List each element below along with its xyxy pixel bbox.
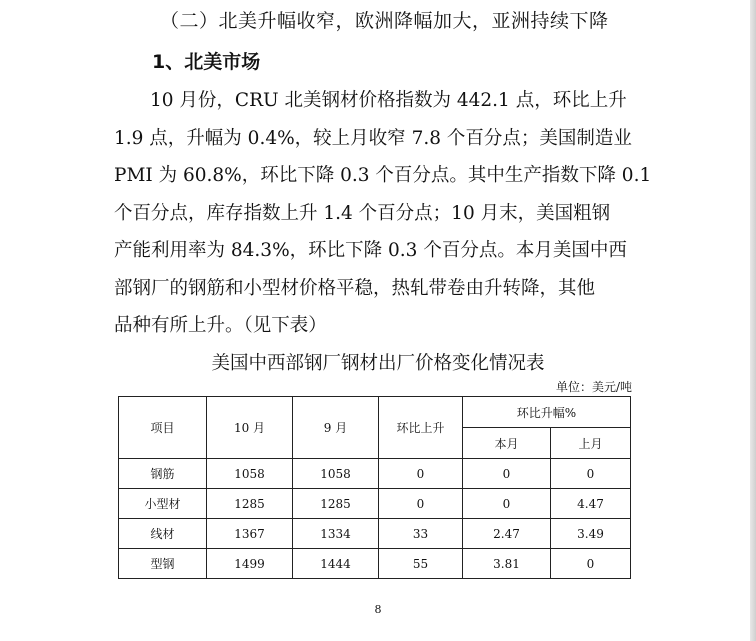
- header-last-month: 上月: [551, 428, 631, 459]
- cell-oct: 1367: [207, 519, 293, 549]
- cell-change: 0: [379, 489, 463, 519]
- cell-change: 55: [379, 549, 463, 579]
- cell-this-month: 2.47: [463, 519, 551, 549]
- cell-item: 线材: [119, 519, 207, 549]
- cell-oct: 1499: [207, 549, 293, 579]
- cell-oct: 1058: [207, 459, 293, 489]
- cell-item: 型钢: [119, 549, 207, 579]
- page-edge-shadow: [750, 0, 756, 641]
- paragraph-line: 10 月份，CRU 北美钢材价格指数为 442.1 点，环比上升: [150, 90, 627, 111]
- table-unit: 单位：美元/吨: [555, 380, 632, 394]
- subsection-heading: 1、北美市场: [152, 51, 261, 73]
- cell-item: 钢筋: [119, 459, 207, 489]
- cell-this-month: 0: [463, 459, 551, 489]
- cell-oct: 1285: [207, 489, 293, 519]
- cell-last-month: 0: [551, 459, 631, 489]
- cell-last-month: 4.47: [551, 489, 631, 519]
- table-title: 美国中西部钢厂钢材出厂价格变化情况表: [211, 353, 545, 374]
- cell-change: 33: [379, 519, 463, 549]
- paragraph-line: 个百分点，库存指数上升 1.4 个百分点；10 月末，美国粗钢: [114, 202, 611, 224]
- cell-last-month: 3.49: [551, 519, 631, 549]
- header-sep: 9 月: [293, 397, 379, 459]
- header-row: [119, 397, 631, 428]
- table-row: [119, 549, 631, 579]
- header-this-month: 本月: [463, 428, 551, 459]
- price-table: [118, 396, 631, 579]
- paragraph-line: 1.9 点，升幅为 0.4%，较上月收窄 7.8 个百分点；美国制造业: [114, 127, 632, 149]
- cell-last-month: 0: [551, 549, 631, 579]
- header-pct-group: 环比升幅%: [463, 397, 631, 428]
- table-row: [119, 459, 631, 489]
- table-row: [119, 489, 631, 519]
- cell-this-month: 3.81: [463, 549, 551, 579]
- cell-this-month: 0: [463, 489, 551, 519]
- body-paragraph: [114, 82, 654, 345]
- cell-change: 0: [379, 459, 463, 489]
- section-heading: （二）北美升幅收窄，欧洲降幅加大，亚洲持续下降: [160, 10, 609, 32]
- cell-sep: 1334: [293, 519, 379, 549]
- cell-sep: 1285: [293, 489, 379, 519]
- page-number: 8: [374, 603, 382, 616]
- cell-sep: 1444: [293, 549, 379, 579]
- table-row: [119, 519, 631, 549]
- paragraph-line: PMI 为 60.8%，环比下降 0.3 个百分点。其中生产指数下降 0.1: [114, 165, 652, 186]
- paragraph-line: 产能利用率为 84.3%，环比下降 0.3 个百分点。本月美国中西: [114, 240, 627, 261]
- header-item: 项目: [119, 397, 207, 459]
- cell-sep: 1058: [293, 459, 379, 489]
- header-change: 环比上升: [379, 397, 463, 459]
- paragraph-line: 品种有所上升。（见下表）: [114, 315, 327, 336]
- paragraph-line: 部钢厂的钢筋和小型材价格平稳，热轧带卷由升转降，其他: [114, 277, 596, 299]
- header-oct: 10 月: [207, 397, 293, 459]
- cell-item: 小型材: [119, 489, 207, 519]
